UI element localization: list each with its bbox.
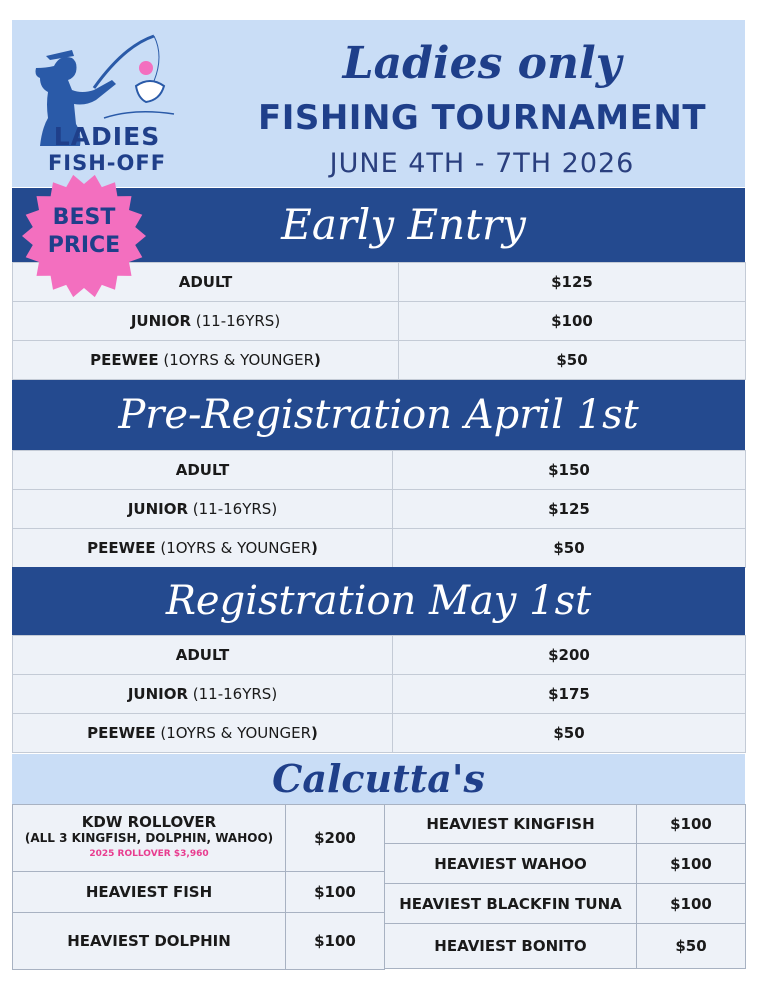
badge-line2: PRICE — [47, 233, 121, 258]
best-price-badge — [20, 204, 148, 260]
row-label: HEAVIEST FISH — [13, 872, 286, 913]
row-price: $50 — [393, 529, 746, 568]
row-label: HEAVIEST DOLPHIN — [13, 913, 286, 970]
row-price: $50 — [399, 341, 746, 380]
row-label: HEAVIEST WAHOO — [385, 844, 637, 884]
section-bar-pre-registration — [12, 380, 745, 450]
row-label: JUNIOR (11-16YRS) — [13, 302, 399, 341]
calcutta-table-left — [12, 804, 385, 970]
row-label: JUNIOR (11-16YRS) — [13, 675, 393, 714]
table-row — [13, 529, 746, 568]
price-table-pre-registration — [12, 450, 746, 568]
table-row — [13, 451, 746, 490]
header — [12, 20, 745, 187]
row-label: HEAVIEST KINGFISH — [385, 805, 637, 844]
row-price: $125 — [393, 490, 746, 529]
row-price: $100 — [637, 805, 746, 844]
calcutta-table-right — [384, 804, 746, 969]
row-price: $50 — [393, 714, 746, 753]
table-row — [385, 805, 746, 844]
row-price: $100 — [637, 884, 746, 924]
row-label: JUNIOR (11-16YRS) — [13, 490, 393, 529]
section-title: Registration May 1st — [165, 578, 592, 624]
row-label: HEAVIEST BLACKFIN TUNA — [385, 884, 637, 924]
row-label: ADULT — [13, 451, 393, 490]
calcutta-title: Calcutta's — [12, 754, 745, 804]
row-price: $175 — [393, 675, 746, 714]
row-label: HEAVIEST BONITO — [385, 924, 637, 969]
row-label: PEEWEE (1OYRS & YOUNGER) — [13, 341, 399, 380]
page-title: FISHING TOURNAMENT — [257, 98, 707, 138]
section-title: Pre-Registration April 1st — [118, 392, 639, 438]
section-bar-registration — [12, 567, 745, 635]
row-label: PEEWEE (1OYRS & YOUNGER) — [13, 529, 393, 568]
tournament-dates: JUNE 4TH - 7TH 2026 — [329, 148, 635, 179]
row-price: $100 — [399, 302, 746, 341]
table-row — [385, 884, 746, 924]
row-price: $150 — [393, 451, 746, 490]
row-label: PEEWEE (1OYRS & YOUNGER) — [13, 714, 393, 753]
row-price: $125 — [399, 263, 746, 302]
table-row — [13, 490, 746, 529]
table-row — [13, 714, 746, 753]
row-price: $100 — [286, 872, 385, 913]
rollover-note: 2025 ROLLOVER $3,960 — [89, 849, 209, 859]
logo-text-ladies: LADIES — [53, 122, 161, 151]
title-script: Ladies only — [342, 38, 622, 89]
row-label: ADULT — [13, 636, 393, 675]
row-price: $100 — [637, 844, 746, 884]
row-label: ADULT — [13, 263, 399, 302]
row-price: $200 — [393, 636, 746, 675]
table-row — [13, 341, 746, 380]
price-table-registration — [12, 635, 746, 753]
row-price: $50 — [637, 924, 746, 969]
row-price: $200 — [286, 805, 385, 872]
table-row — [13, 675, 746, 714]
section-title: Early Entry — [281, 200, 526, 249]
table-row — [13, 805, 385, 872]
table-row — [385, 844, 746, 884]
row-label: KDW ROLLOVER (ALL 3 KINGFISH, DOLPHIN, WAHOO) 2025 ROLLOVER $3,960 — [13, 805, 286, 872]
row-price: $100 — [286, 913, 385, 970]
table-row — [13, 913, 385, 970]
flyer — [12, 20, 745, 971]
table-row — [13, 302, 746, 341]
table-row — [385, 924, 746, 969]
logo-text-fish-off: FISH-OFF — [47, 151, 167, 175]
badge-line1: BEST — [52, 205, 116, 230]
table-row — [13, 872, 385, 913]
table-row — [13, 636, 746, 675]
